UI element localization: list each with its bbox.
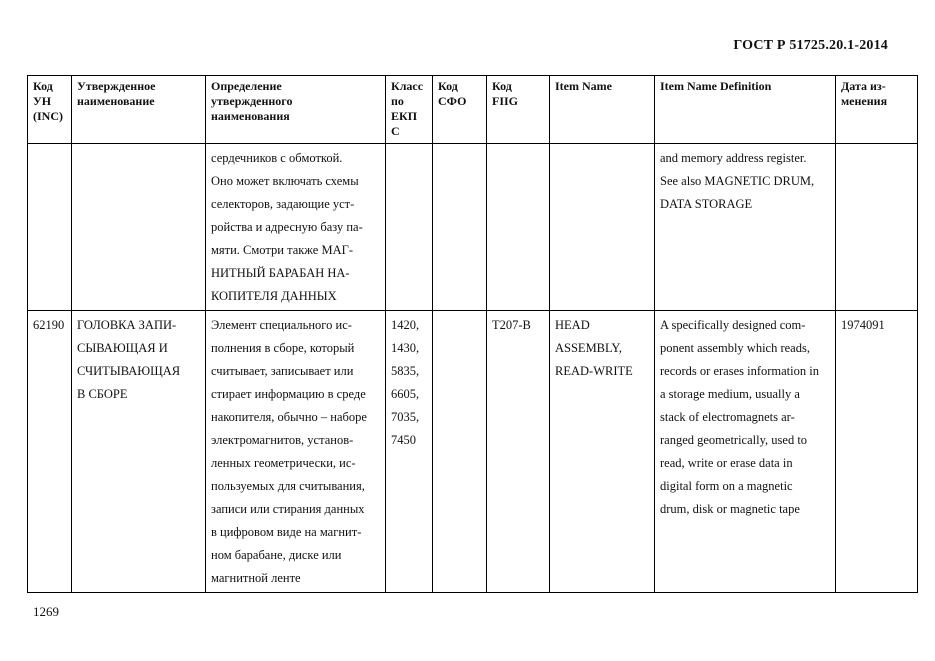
col-header-sfo-code: Код СФО bbox=[433, 76, 487, 144]
cell-definition: Элемент специального ис- полнения в сборе, который считывает, записывает или стирает информацию в среде накопителя, обычно – набоpе электромагнитов, установ- ленных геометрически, ис- пользуемых для считывания, записи или стирания данных в цифровом виде на магнит- ном барабане, диске или магнитной ленте bbox=[206, 311, 386, 593]
nomenclature-table bbox=[27, 75, 918, 593]
cell-sfo-code bbox=[433, 311, 487, 593]
col-header-item-name: Item Name bbox=[550, 76, 655, 144]
document-standard-number: ГОСТ Р 51725.20.1-2014 bbox=[733, 38, 888, 53]
cell-item-name-definition: and memory address register. See also MAGNETIC DRUM, DATA STORAGE bbox=[655, 144, 836, 311]
table-header-row bbox=[28, 76, 918, 144]
cell-class: 1420, 1430, 5835, 6605, 7035, 7450 bbox=[386, 311, 433, 593]
cell-item-name: HEAD ASSEMBLY, READ-WRITE bbox=[550, 311, 655, 593]
cell-item-name-definition: A specifically designed com- ponent assembly which reads, records or erases information in a storage medium, usually a stack of electromagnets ar- ranged geometrically, used to read, write or erase data in digital form on a magnetic drum, disk or magnetic tape bbox=[655, 311, 836, 593]
cell-inc-code: 62190 bbox=[28, 311, 72, 593]
cell-sfo-code bbox=[433, 144, 487, 311]
col-header-definition: Определение утвержденного наименования bbox=[206, 76, 386, 144]
cell-inc-code bbox=[28, 144, 72, 311]
cell-change-date bbox=[836, 144, 918, 311]
cell-fiig-code: T207-B bbox=[487, 311, 550, 593]
col-header-class: Класс по ЕКП С bbox=[386, 76, 433, 144]
cell-definition: сердечников с обмоткой. Оно может включать схемы селекторов, задающие уст- ройства и адресную базу па- мяти. Смотри также МАГ- НИТНЫЙ БАРАБАН НА- КОПИТЕЛЯ ДАННЫХ bbox=[206, 144, 386, 311]
table-row bbox=[28, 144, 918, 311]
col-header-change-date: Дата из- менения bbox=[836, 76, 918, 144]
page-number: 1269 bbox=[33, 604, 59, 619]
cell-approved-name bbox=[72, 144, 206, 311]
cell-item-name bbox=[550, 144, 655, 311]
col-header-item-name-definition: Item Name Definition bbox=[655, 76, 836, 144]
col-header-approved-name: Утвержденное наименование bbox=[72, 76, 206, 144]
col-header-fiig-code: Код FIIG bbox=[487, 76, 550, 144]
cell-approved-name: ГОЛОВКА ЗАПИ- СЫВАЮЩАЯ И СЧИТЫВАЮЩАЯ В СБОРЕ bbox=[72, 311, 206, 593]
col-header-inc-code: Код УН (INC) bbox=[28, 76, 72, 144]
cell-fiig-code bbox=[487, 144, 550, 311]
cell-class bbox=[386, 144, 433, 311]
cell-change-date: 1974091 bbox=[836, 311, 918, 593]
table-row bbox=[28, 311, 918, 593]
